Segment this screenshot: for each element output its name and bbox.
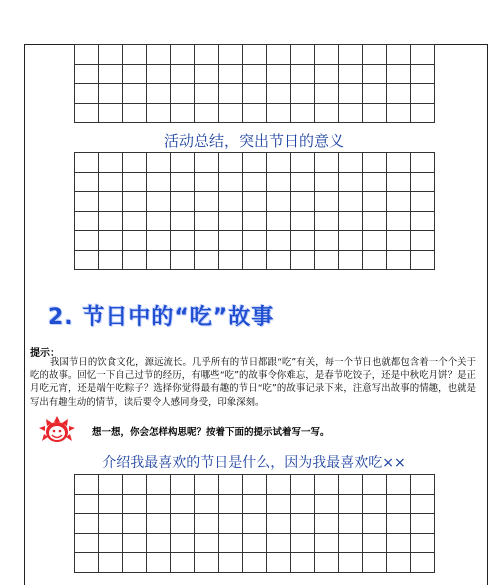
grid-cell[interactable] — [387, 250, 411, 270]
grid-row — [75, 514, 435, 534]
grid-cell[interactable] — [123, 64, 147, 84]
grid-cell[interactable] — [291, 514, 315, 534]
grid-cell[interactable] — [339, 211, 363, 231]
grid-cell[interactable] — [75, 153, 99, 173]
grid-cell[interactable] — [123, 153, 147, 173]
grid-cell[interactable] — [99, 494, 123, 514]
grid-cell[interactable] — [411, 103, 435, 123]
grid-cell[interactable] — [387, 45, 411, 65]
grid-cell[interactable] — [99, 172, 123, 192]
grid-cell[interactable] — [171, 514, 195, 534]
grid-cell[interactable] — [243, 514, 267, 534]
grid-cell[interactable] — [267, 231, 291, 251]
grid-row — [75, 84, 435, 104]
grid-cell[interactable] — [75, 192, 99, 212]
grid-cell[interactable] — [387, 64, 411, 84]
grid-cell[interactable] — [123, 192, 147, 212]
grid-cell[interactable] — [387, 475, 411, 495]
grid-cell[interactable] — [123, 514, 147, 534]
grid-cell[interactable] — [387, 192, 411, 212]
grid-cell[interactable] — [147, 250, 171, 270]
grid-cell[interactable] — [219, 250, 243, 270]
grid-cell[interactable] — [75, 103, 99, 123]
grid-cell[interactable] — [75, 533, 99, 553]
grid-cell[interactable] — [267, 475, 291, 495]
grid-cell[interactable] — [339, 192, 363, 212]
grid-cell[interactable] — [75, 231, 99, 251]
grid-cell[interactable] — [171, 475, 195, 495]
grid-cell[interactable] — [195, 533, 219, 553]
grid-cell[interactable] — [123, 45, 147, 65]
grid-cell[interactable] — [363, 494, 387, 514]
grid-cell[interactable] — [315, 533, 339, 553]
grid-cell[interactable] — [171, 533, 195, 553]
grid-cell[interactable] — [387, 514, 411, 534]
grid-cell[interactable] — [315, 103, 339, 123]
grid-cell[interactable] — [99, 103, 123, 123]
grid-cell[interactable] — [99, 211, 123, 231]
writing-grid-bottom — [74, 474, 435, 573]
grid-cell[interactable] — [243, 84, 267, 104]
grid-row — [75, 64, 435, 84]
grid-cell[interactable] — [363, 172, 387, 192]
grid-cell[interactable] — [147, 533, 171, 553]
grid-cell[interactable] — [339, 514, 363, 534]
grid-cell[interactable] — [267, 514, 291, 534]
grid-cell[interactable] — [291, 533, 315, 553]
grid-cell[interactable] — [363, 533, 387, 553]
grid-cell[interactable] — [315, 553, 339, 573]
grid-cell[interactable] — [411, 494, 435, 514]
grid-cell[interactable] — [267, 553, 291, 573]
grid-cell[interactable] — [243, 533, 267, 553]
grid-cell[interactable] — [267, 103, 291, 123]
grid-cell[interactable] — [291, 192, 315, 212]
grid-cell[interactable] — [291, 553, 315, 573]
grid-cell[interactable] — [291, 475, 315, 495]
section-heading-eating-story: 2. 节日中的“吃”故事 — [48, 305, 275, 330]
grid-cell[interactable] — [123, 553, 147, 573]
grid-cell[interactable] — [123, 475, 147, 495]
grid-row — [75, 231, 435, 251]
grid-cell[interactable] — [219, 514, 243, 534]
grid-cell[interactable] — [411, 172, 435, 192]
grid-cell[interactable] — [99, 153, 123, 173]
grid-cell[interactable] — [291, 84, 315, 104]
grid-cell[interactable] — [339, 475, 363, 495]
grid-cell[interactable] — [243, 192, 267, 212]
grid-cell[interactable] — [219, 231, 243, 251]
grid-row — [75, 45, 435, 65]
grid-cell[interactable] — [315, 211, 339, 231]
grid-cell[interactable] — [267, 64, 291, 84]
grid-row — [75, 103, 435, 123]
grid-cell[interactable] — [123, 84, 147, 104]
grid-cell[interactable] — [363, 64, 387, 84]
grid-cell[interactable] — [411, 153, 435, 173]
grid-cell[interactable] — [411, 250, 435, 270]
grid-cell[interactable] — [219, 533, 243, 553]
grid-cell[interactable] — [411, 475, 435, 495]
grid-cell[interactable] — [75, 45, 99, 65]
grid-cell[interactable] — [171, 103, 195, 123]
grid-cell[interactable] — [147, 231, 171, 251]
grid-cell[interactable] — [75, 514, 99, 534]
grid-cell[interactable] — [339, 172, 363, 192]
grid-cell[interactable] — [147, 514, 171, 534]
grid-cell[interactable] — [267, 211, 291, 231]
grid-cell[interactable] — [339, 494, 363, 514]
grid-cell[interactable] — [267, 250, 291, 270]
grid-cell[interactable] — [267, 533, 291, 553]
grid-cell[interactable] — [315, 84, 339, 104]
grid-cell[interactable] — [219, 45, 243, 65]
grid-cell[interactable] — [363, 211, 387, 231]
grid-cell[interactable] — [243, 250, 267, 270]
grid-cell[interactable] — [387, 494, 411, 514]
grid-cell[interactable] — [243, 494, 267, 514]
grid-cell[interactable] — [171, 211, 195, 231]
grid-cell[interactable] — [339, 153, 363, 173]
grid-cell[interactable] — [387, 553, 411, 573]
grid-cell[interactable] — [195, 45, 219, 65]
grid-cell[interactable] — [243, 64, 267, 84]
grid-cell[interactable] — [339, 533, 363, 553]
grid-cell[interactable] — [99, 192, 123, 212]
grid-row — [75, 153, 435, 173]
grid-cell[interactable] — [123, 172, 147, 192]
grid-cell[interactable] — [267, 84, 291, 104]
grid-cell[interactable] — [99, 64, 123, 84]
grid-cell[interactable] — [243, 153, 267, 173]
grid-cell[interactable] — [243, 231, 267, 251]
grid-cell[interactable] — [315, 514, 339, 534]
grid-cell[interactable] — [291, 45, 315, 65]
grid-cell[interactable] — [411, 192, 435, 212]
grid-cell[interactable] — [171, 553, 195, 573]
grid-cell[interactable] — [243, 172, 267, 192]
grid-cell[interactable] — [123, 103, 147, 123]
grid-cell[interactable] — [99, 45, 123, 65]
grid-cell[interactable] — [411, 514, 435, 534]
grid-row — [75, 553, 435, 573]
grid-cell[interactable] — [75, 172, 99, 192]
grid-cell[interactable] — [291, 211, 315, 231]
grid-cell[interactable] — [243, 475, 267, 495]
grid-cell[interactable] — [219, 192, 243, 212]
grid-cell[interactable] — [195, 553, 219, 573]
grid-cell[interactable] — [195, 231, 219, 251]
grid-cell[interactable] — [171, 231, 195, 251]
grid-cell[interactable] — [171, 153, 195, 173]
grid-cell[interactable] — [315, 64, 339, 84]
grid-cell[interactable] — [147, 64, 171, 84]
grid-cell[interactable] — [315, 153, 339, 173]
grid-cell[interactable] — [387, 103, 411, 123]
grid-cell[interactable] — [219, 475, 243, 495]
grid-cell[interactable] — [195, 211, 219, 231]
section-title-favorite-festival: 介绍我最喜欢的节日是什么，因为我最喜欢吃×× — [102, 455, 406, 471]
grid-cell[interactable] — [243, 45, 267, 65]
grid-cell[interactable] — [195, 250, 219, 270]
grid-cell[interactable] — [363, 153, 387, 173]
grid-cell[interactable] — [243, 211, 267, 231]
grid-cell[interactable] — [147, 494, 171, 514]
grid-cell[interactable] — [219, 211, 243, 231]
grid-cell[interactable] — [147, 475, 171, 495]
grid-cell[interactable] — [267, 172, 291, 192]
grid-cell[interactable] — [219, 64, 243, 84]
grid-cell[interactable] — [171, 172, 195, 192]
grid-cell[interactable] — [147, 45, 171, 65]
grid-cell[interactable] — [411, 45, 435, 65]
writing-prompt: 想一想，你会怎样构思呢？按着下面的提示试着写一写。 — [92, 427, 330, 438]
grid-cell[interactable] — [387, 211, 411, 231]
grid-cell[interactable] — [99, 84, 123, 104]
grid-row — [75, 250, 435, 270]
grid-cell[interactable] — [315, 494, 339, 514]
grid-cell[interactable] — [99, 231, 123, 251]
grid-cell[interactable] — [195, 494, 219, 514]
grid-cell[interactable] — [315, 192, 339, 212]
grid-cell[interactable] — [195, 172, 219, 192]
grid-cell[interactable] — [387, 172, 411, 192]
grid-cell[interactable] — [195, 103, 219, 123]
grid-cell[interactable] — [291, 250, 315, 270]
grid-cell[interactable] — [171, 250, 195, 270]
grid-cell[interactable] — [219, 494, 243, 514]
grid-row — [75, 494, 435, 514]
grid-cell[interactable] — [387, 153, 411, 173]
grid-cell[interactable] — [147, 192, 171, 212]
grid-cell[interactable] — [363, 84, 387, 104]
grid-cell[interactable] — [363, 514, 387, 534]
grid-cell[interactable] — [171, 192, 195, 212]
grid-cell[interactable] — [195, 514, 219, 534]
grid-cell[interactable] — [147, 84, 171, 104]
grid-cell[interactable] — [267, 45, 291, 65]
grid-cell[interactable] — [75, 553, 99, 573]
grid-cell[interactable] — [339, 64, 363, 84]
grid-cell[interactable] — [339, 231, 363, 251]
hint-paragraph: 我国节日的饮食文化，源远流长。几乎所有的节日都跟“吃”有关，每一个节日也就都包含着一个个关于吃的故事。回忆一下自己过节的经历，有哪些“吃”的故事令你难忘，是春节吃饺子，还是中秋吃月饼？是正月吃元宵，还是端午吃粽子？选择你觉得最有趣的节日“吃”的故事记录下来，注意写出故事的情趣，也就是写出有趣生动的情节，读后要令人感同身受，印象深刻。 — [30, 357, 476, 408]
grid-row — [75, 192, 435, 212]
writing-grid-middle — [74, 152, 435, 270]
grid-cell[interactable] — [147, 103, 171, 123]
grid-cell[interactable] — [195, 475, 219, 495]
grid-cell[interactable] — [291, 231, 315, 251]
grid-cell[interactable] — [75, 64, 99, 84]
grid-cell[interactable] — [123, 211, 147, 231]
grid-cell[interactable] — [291, 103, 315, 123]
grid-cell[interactable] — [219, 553, 243, 573]
grid-cell[interactable] — [411, 64, 435, 84]
grid-cell[interactable] — [387, 84, 411, 104]
grid-cell[interactable] — [171, 494, 195, 514]
grid-row — [75, 475, 435, 495]
grid-cell[interactable] — [147, 553, 171, 573]
grid-cell[interactable] — [315, 45, 339, 65]
grid-cell[interactable] — [291, 494, 315, 514]
grid-cell[interactable] — [195, 192, 219, 212]
grid-cell[interactable] — [267, 494, 291, 514]
grid-row — [75, 533, 435, 553]
grid-cell[interactable] — [315, 250, 339, 270]
grid-cell[interactable] — [99, 514, 123, 534]
grid-cell[interactable] — [171, 84, 195, 104]
grid-cell[interactable] — [123, 231, 147, 251]
grid-cell[interactable] — [411, 231, 435, 251]
grid-cell[interactable] — [315, 475, 339, 495]
grid-cell[interactable] — [411, 533, 435, 553]
grid-cell[interactable] — [339, 553, 363, 573]
grid-cell[interactable] — [243, 103, 267, 123]
sun-mascot-icon — [38, 416, 76, 446]
grid-cell[interactable] — [75, 211, 99, 231]
grid-cell[interactable] — [363, 231, 387, 251]
grid-row — [75, 211, 435, 231]
grid-cell[interactable] — [75, 250, 99, 270]
grid-cell[interactable] — [99, 533, 123, 553]
hint-label: 提示： — [30, 348, 60, 359]
grid-cell[interactable] — [387, 533, 411, 553]
grid-cell[interactable] — [267, 153, 291, 173]
grid-cell[interactable] — [315, 231, 339, 251]
grid-cell[interactable] — [411, 84, 435, 104]
grid-cell[interactable] — [219, 103, 243, 123]
grid-cell[interactable] — [363, 45, 387, 65]
grid-cell[interactable] — [171, 64, 195, 84]
grid-cell[interactable] — [123, 250, 147, 270]
grid-cell[interactable] — [363, 553, 387, 573]
grid-cell[interactable] — [339, 84, 363, 104]
grid-cell[interactable] — [123, 533, 147, 553]
grid-cell[interactable] — [219, 153, 243, 173]
grid-cell[interactable] — [291, 153, 315, 173]
grid-cell[interactable] — [411, 211, 435, 231]
grid-cell[interactable] — [339, 250, 363, 270]
section-title-summary: 活动总结，突出节日的意义 — [163, 132, 344, 150]
grid-cell[interactable] — [147, 172, 171, 192]
grid-cell[interactable] — [195, 153, 219, 173]
grid-cell[interactable] — [363, 250, 387, 270]
grid-cell[interactable] — [219, 172, 243, 192]
grid-cell[interactable] — [363, 192, 387, 212]
grid-cell[interactable] — [99, 475, 123, 495]
grid-cell[interactable] — [75, 84, 99, 104]
grid-cell[interactable] — [411, 553, 435, 573]
grid-cell[interactable] — [75, 494, 99, 514]
grid-cell[interactable] — [195, 64, 219, 84]
grid-cell[interactable] — [315, 172, 339, 192]
grid-cell[interactable] — [75, 475, 99, 495]
grid-cell[interactable] — [219, 84, 243, 104]
grid-row — [75, 172, 435, 192]
grid-cell[interactable] — [339, 45, 363, 65]
grid-cell[interactable] — [363, 475, 387, 495]
grid-cell[interactable] — [147, 211, 171, 231]
grid-cell[interactable] — [99, 553, 123, 573]
grid-cell[interactable] — [171, 45, 195, 65]
grid-cell[interactable] — [123, 494, 147, 514]
grid-cell[interactable] — [363, 103, 387, 123]
grid-cell[interactable] — [291, 64, 315, 84]
grid-cell[interactable] — [339, 103, 363, 123]
grid-cell[interactable] — [147, 153, 171, 173]
grid-cell[interactable] — [291, 172, 315, 192]
grid-cell[interactable] — [267, 192, 291, 212]
grid-cell[interactable] — [195, 84, 219, 104]
grid-cell[interactable] — [387, 231, 411, 251]
grid-cell[interactable] — [243, 553, 267, 573]
writing-grid-top — [74, 44, 435, 123]
grid-cell[interactable] — [99, 250, 123, 270]
